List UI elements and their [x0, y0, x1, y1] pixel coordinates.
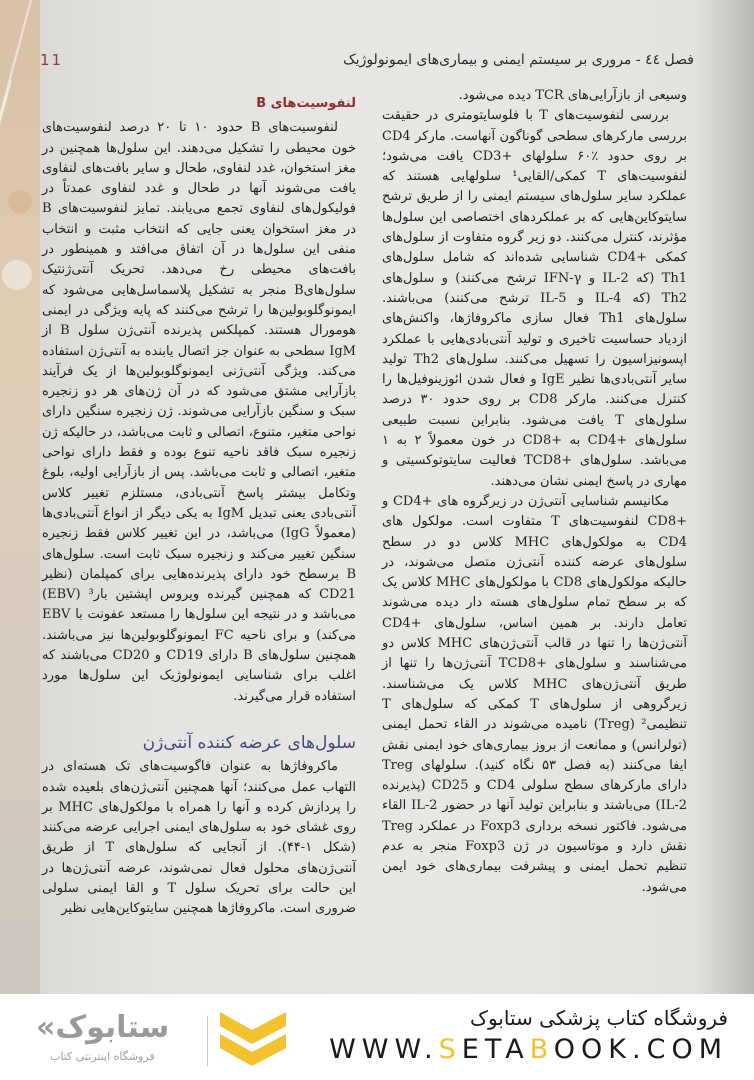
chevron-logo-icon	[218, 1008, 288, 1072]
page-number: 11	[40, 51, 64, 69]
setabook-logo	[36, 1010, 211, 1072]
chevron-left-icon: «	[36, 1010, 56, 1045]
section-heading-antigen-presenting-cells: سلول‌های عرضه کننده آنتی‌ژن	[142, 732, 356, 753]
url-part: OOK.COM	[553, 1034, 728, 1065]
decor-dot	[8, 190, 32, 214]
store-name: فروشگاه کتاب پزشکی ستابوک	[470, 1006, 728, 1030]
chapter-title: فصل ٤٤ - مروری بر سیستم ایمنی و بیماری‌های ایمونولوژیک	[343, 52, 694, 68]
logo-brand	[36, 1010, 169, 1045]
watermark-banner	[0, 994, 754, 1080]
url-part: ETA	[461, 1034, 530, 1065]
paragraph: لنفوسیت‌های B حدود ۱۰ تا ۲۰ درصد لنفوسیت‌های خون محیطی را تشکیل می‌دهند. این سلول‌ها همچنین در مغز استخوان، غدد لنفاوی، طحال و سایر بافت‌های لنفاوی یافت می‌شوند آنها در طحال و غدد لنفاوی عمدتاً در فولیکول‌های لنفاوی تجمع می‌یابند. تمایز لنفوسیت‌های B در مغز استخوان یعنی جایی که انتخاب مثبت و انتخاب منفی این سلول‌ها در آن اتفاق می‌افتد و همینطور در بافت‌های محیطی رخ می‌دهد. تحریک آنتی‌ژنتیک سلول‌هایB منجر به تشکیل پلاسماسل‌هایی می‌شود که ایمونوگلوبولین‌ها را ترشح می‌کنند که پایه ویژگی در ایمنی هومورال هستند. کمپلکس پذیرنده آنتی‌ژن سلول B از IgM سطحی به عنوان جز اتصال یابنده به آنتی‌ژن استفاده می‌کند. ویژگی آنتی‌ژنی ایمونوگلوبولین‌ها از یک فرآیند بازآرایی مشتق می‌شود که در آن ژن‌های هر دو زنجیره سبک و سنگین بازآرایی می‌شوند. ژن زنجیره سنگین دارای نواحی متغیر، متنوع، اتصالی و ثابت می‌باشد، در حالیکه ژن زنجیره سبک فاقد ناحیه تنوع بوده و فقط دارای نواحی متغیر، اتصالی و ثابت می‌باشد. پس از بازآرایی اولیه، بلوغ وتکامل بیشتر پاسخ آنتی‌بادی، مستلزم تغییر کلاس آنتی‌بادی یعنی تبدیل IgM به یکی دیگر از انواع آنتی‌بادی‌ها (معمولاً IgG) می‌باشد، در این تغییر کلاس فقط زنجیره سنگین تغییر می‌کند و زنجیره سبک ثابت است. سلول‌های B برسطح خود دارای پذیرنده‌هایی برای کمپلمان (نظیر CD21 که همچنین گیرنده ویروس اپشتین بار³ (EBV) می‌باشد و در نتیجه این سلول‌ها را مستعد عفونت با EBV می‌کند) و برای ناحیه FC ایمونوگلوبولین‌ها نیز می‌باشند. همچنین سلول‌های B دارای CD19 و CD20 می‌باشند که اغلب برای شناسایی ایمونولوژیک این سلول‌ها مورد استفاده قرار می‌گیرند.	[42, 120, 357, 704]
section-heading-b-lymphocytes: لنفوسیت‌های B	[256, 96, 356, 111]
logo-tagline: فروشگاه اینترنتی کتاب	[50, 1050, 155, 1063]
paragraph: مکانیسم شناسایی آنتی‌ژن در زیرگروه های +CD4 و +CD8 لنفوسیت‌های T متفاوت است. مولکول های CD4 به مولکول‌های MHC کلاس دو در سطح سلول‌های عرضه کننده آنتی‌ژن متصل می‌شوند، در حالیکه مولکول‌های CD8 با مولکول‌های MHC کلاس یک که بر سطح تمام سلول‌های هسته دار دیده می‌شوند تعامل دارند. بر همین اساس، سلول‌های +CD4 آنتی‌ژن‌ها را تنها در قالب آنتی‌ژن‌های MHC کلاس دو می‌شناسند و سلول‌های +TCD8 آنتی‌ژن‌ها را تنها از طریق آنتی‌ژن‌های MHC کلاس یک می‌شناسند. زیرگروهی از سلول‌های T کمکی که سلول‌های T تنظیمی² (Treg) نامیده می‌شوند در القاء تحمل ایمنی (تولرانس) و ممانعت از بروز بیماری‌های خود ایمنی نقش ایفا می‌کنند (به فصل ۵۳ نگاه کنید). سلولهای Treg دارای مارکرهای سطح سلولی CD4 و CD25 (پذیرنده IL-2) می‌باشند و بنابراین تولید آنها در حضور IL-2 القاء می‌شود. فاکتور نسخه برداری Foxp3 در عملکرد Treg نقش دارد و موتاسیون در ژن Foxp3 منجر به عدم تنظیم تحمل ایمنی و پیشرفت بیماری‌های خود ایمن می‌شود.	[382, 493, 687, 895]
store-url[interactable]	[329, 1034, 728, 1065]
page-edge-decoration	[0, 0, 40, 994]
paragraph: وسیعی از بازآرایی‌های TCR دیده می‌شود.	[458, 88, 687, 103]
url-part: WWW.	[329, 1034, 439, 1065]
url-part-highlight: S	[438, 1034, 462, 1065]
store-info	[329, 1006, 728, 1065]
running-header	[40, 48, 694, 72]
paragraph: ماکروفاژها به عنوان فاگوسیت‌های تک هسته‌ای در التهاب عمل می‌کنند؛ آنها همچنین آنتی‌ژن‌های بلعیده شده را پردازش کرده و آنها را همراه با مولکول‌های MHC بر روی غشای خود به سلول‌های ایمنی اجرایی عرضه می‌کنند (شکل ۱-۴۴). از آنجایی که سلول‌های T از طریق آنتی‌ژن‌های محلول فعال نمی‌شوند، عرضه آنتی‌ژن‌ها در این حالت برای تحریک سلول T و القا ایمنی سلولی ضروری است. ماکروفاژها همچنین سایتوکاین‌هایی نظیر	[42, 759, 356, 917]
decor-streak	[0, 80, 12, 563]
left-column	[42, 94, 356, 920]
right-column	[382, 86, 687, 898]
decor-dot	[2, 260, 32, 290]
url-part-highlight: B	[529, 1034, 554, 1065]
logo-brand-text: ستابوک	[55, 1010, 170, 1045]
paragraph: بررسی لنفوسیت‌های T با فلوسایتومتری در حقیقت بررسی مارکرهای سطحی گوناگون آنهاست. مارکر CD4 بر روی حدود ٪۶۰ سلولهای +CD3 یافت می‌شود؛ لنفوسیت‌های T کمکی/القایی¹ سلولهایی هستند که عملکرد سایر سلول‌های سیستم ایمنی را از طریق ترشح سایتوکاین‌هایی که بر عملکردهای اختصاصی این سلول‌ها مؤثرند، کنترل می‌کنند. دو زیر گروه متفاوت از سلول‌های کمکی +CD4 شناسایی شده‌اند که شامل سلول‌های Th1 (که IL-2 و IFN-γ ترشح می‌کنند) و سلول‌های Th2 (که IL-4 و IL-5 ترشح می‌کنند) می‌باشند. سلول‌های Th1 فعال سازی ماکروفاژها، واکنش‌های ازدیاد حساسیت تاخیری و تولید آنتی‌بادی‌هایی با عملکرد اپسونیزاسیون را تسهیل می‌کنند. سلول‌های Th2 تولید سایر آنتی‌بادی‌ها نظیر IgE و فعال شدن ائوزینوفیل‌ها را کنترل می‌کنند. مارکر CD8 بر روی حدود ۳۰ درصد سلول‌های T یافت می‌شود. بنابراین نسبت طبیعی سلول‌های +CD4 به +CD8 در خون معمولاً ۲ به ۱ می‌باشد. سلول‌های +TCD8 فعالیت سایتوتوکسیتی و مهاری در پاسخ ایمنی نشان می‌دهند.	[382, 108, 688, 489]
logo-divider	[207, 1016, 208, 1066]
